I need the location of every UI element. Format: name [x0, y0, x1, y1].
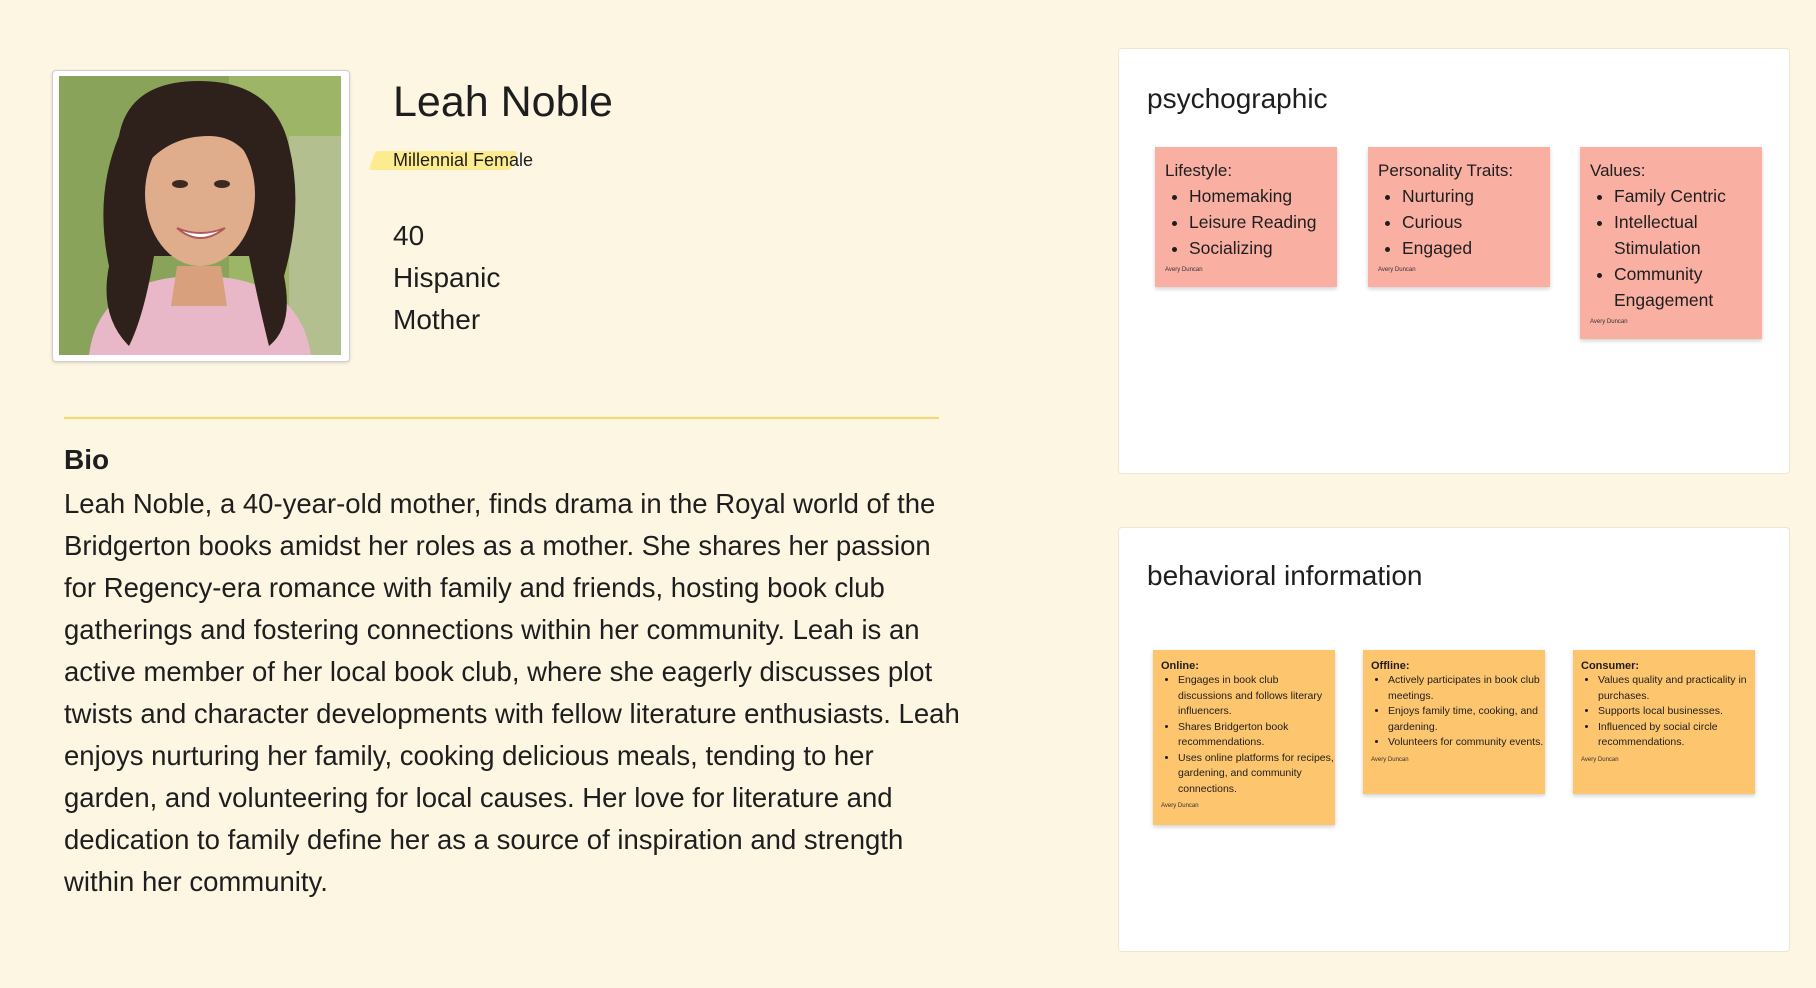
- sticky-note-consumer[interactable]: [1573, 650, 1755, 794]
- list-item: • Enjoys family time, cooking, and gardening.: [1388, 704, 1545, 735]
- list-item: • Volunteers for community events.: [1388, 735, 1545, 751]
- note-title: Lifestyle:: [1165, 161, 1233, 180]
- list-item: • Nurturing: [1402, 183, 1550, 209]
- note-author: Avery Duncan: [1581, 756, 1619, 763]
- list-item: • Engages in book club discussions and follows literary influencers.: [1178, 673, 1335, 720]
- list-item: • Engaged: [1402, 235, 1550, 261]
- behavioral-panel: [1118, 527, 1790, 952]
- list-item: • Curious: [1402, 209, 1550, 235]
- note-list: [1580, 183, 1762, 313]
- sticky-note-values[interactable]: [1580, 147, 1762, 339]
- list-item: • Shares Bridgerton book recommendations.: [1178, 720, 1335, 751]
- persona-name: Leah Noble: [393, 78, 613, 126]
- sticky-note-personality[interactable]: [1368, 147, 1550, 287]
- note-title: Offline:: [1371, 660, 1410, 672]
- bio-title: Bio: [64, 444, 110, 475]
- persona-ethnicity: Hispanic: [393, 262, 501, 293]
- list-item: • Leisure Reading: [1189, 209, 1337, 235]
- list-item: • Community Engagement: [1614, 261, 1762, 313]
- persona-tag-label: Millennial Female: [393, 150, 534, 170]
- behavioral-title: behavioral information: [1147, 560, 1423, 591]
- note-title: Values:: [1590, 161, 1646, 180]
- profile-photo: [52, 70, 350, 362]
- note-author: Avery Duncan: [1590, 319, 1628, 325]
- portrait-image: [59, 76, 341, 355]
- note-author: Avery Duncan: [1165, 267, 1203, 273]
- note-list: [1153, 673, 1335, 797]
- note-list: [1155, 183, 1337, 261]
- persona-facts: [393, 215, 500, 341]
- note-title: Consumer:: [1581, 660, 1640, 672]
- list-item: • Homemaking: [1189, 183, 1337, 209]
- list-item: • Family Centric: [1614, 183, 1762, 209]
- list-item: • Supports local businesses.: [1598, 704, 1755, 720]
- sticky-note-offline[interactable]: [1363, 650, 1545, 794]
- list-item: • Actively participates in book club meetings.: [1388, 673, 1545, 704]
- bio-text: Leah Noble, a 40-year-old mother, finds drama in the Royal world of the Bridgerton books amidst her roles as a mother. She shares her passion for Regency-era romance with family and friends, hosting book club gatherings and fostering connections within her community. Leah is an active member of her local book club, where she eagerly discusses plot twists and character developments with fellow literature enthusiasts. Leah enjoys nurturing her family, cooking delicious meals, tending to her garden, and volunteering for local causes. Her love for literature and dedication to family define her as a source of inspiration and strength within her community.: [64, 488, 960, 897]
- list-item: • Influenced by social circle recommendations.: [1598, 720, 1755, 751]
- list-item: • Intellectual Stimulation: [1614, 209, 1762, 261]
- persona-role: Mother: [393, 304, 481, 335]
- note-author: Avery Duncan: [1378, 267, 1416, 273]
- note-list: [1368, 183, 1550, 261]
- note-title: Online:: [1161, 660, 1199, 672]
- note-list: [1573, 673, 1755, 751]
- note-title: Personality Traits:: [1378, 161, 1514, 180]
- list-item: • Values quality and practicality in purchases.: [1598, 673, 1755, 704]
- persona-age: 40: [393, 220, 425, 251]
- note-author: Avery Duncan: [1371, 756, 1409, 763]
- section-divider: [64, 417, 939, 419]
- psychographic-panel: [1118, 48, 1790, 474]
- list-item: • Socializing: [1189, 235, 1337, 261]
- list-item: • Uses online platforms for recipes, gardening, and community connections.: [1178, 751, 1335, 798]
- sticky-note-online[interactable]: [1153, 650, 1335, 825]
- note-list: [1363, 673, 1545, 751]
- sticky-note-lifestyle[interactable]: [1155, 147, 1337, 287]
- psychographic-title: psychographic: [1147, 83, 1328, 114]
- note-author: Avery Duncan: [1161, 803, 1199, 809]
